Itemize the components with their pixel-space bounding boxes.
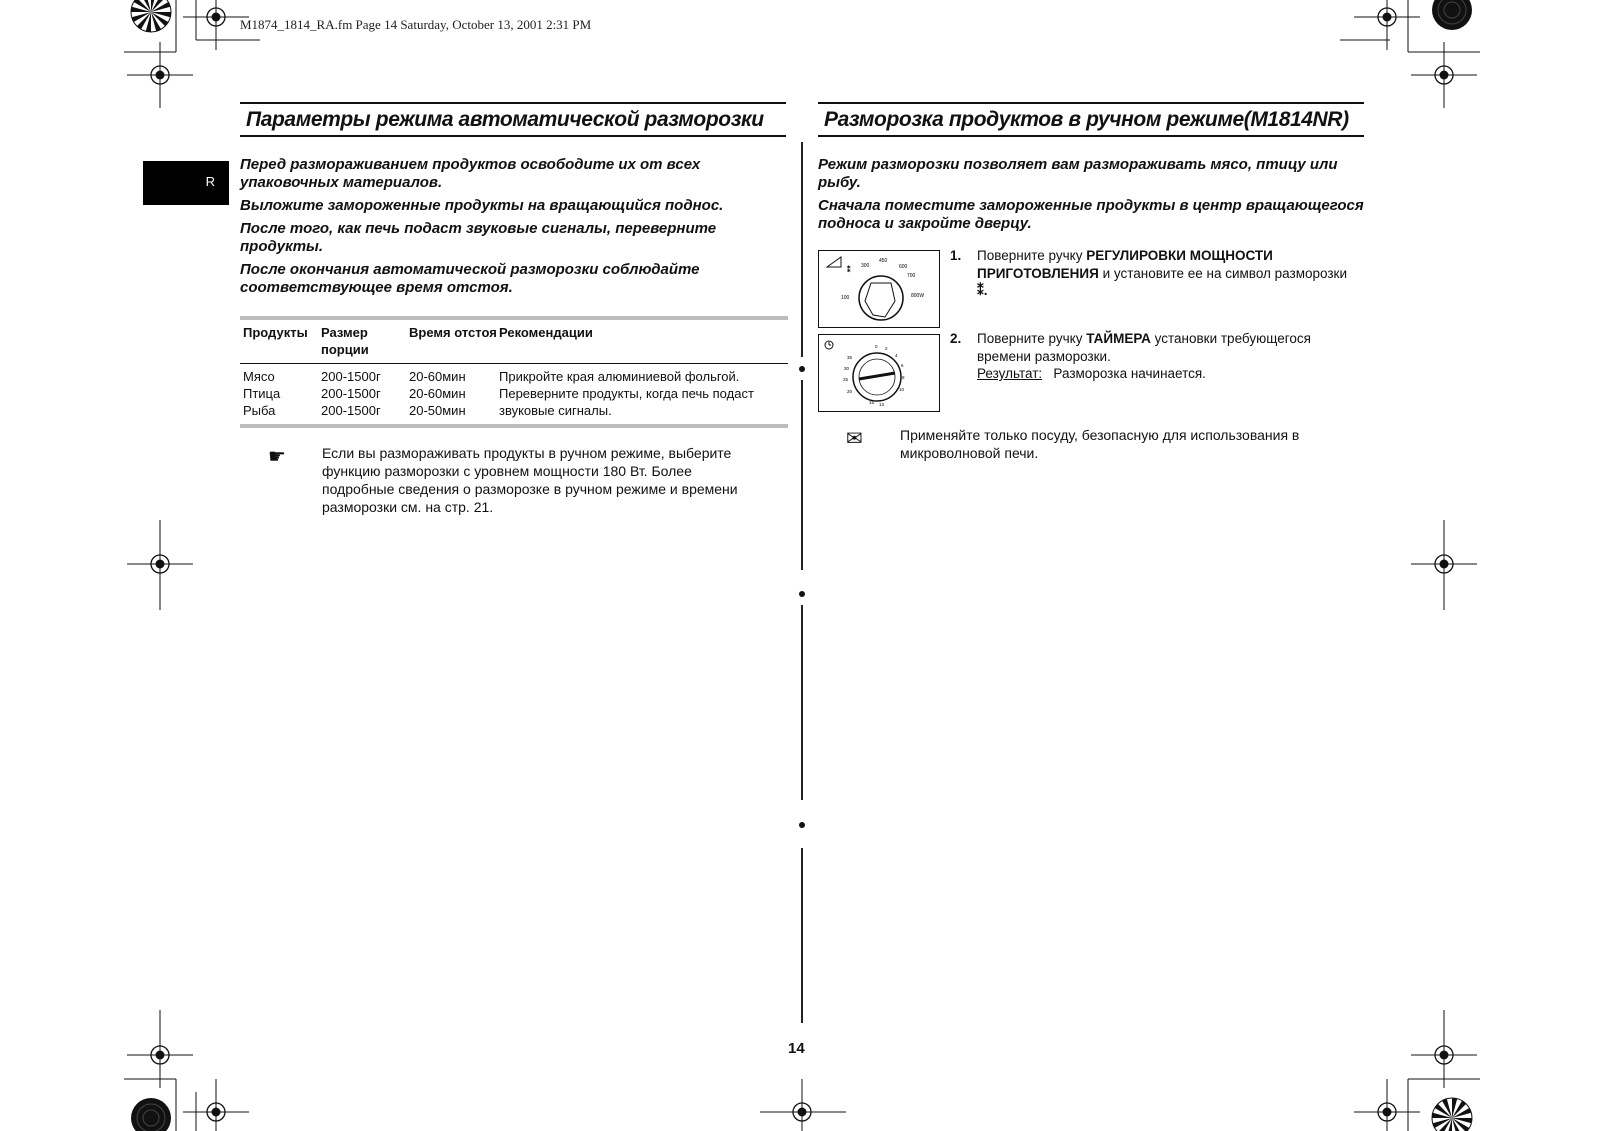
left-intro — [240, 156, 786, 297]
right-section — [818, 102, 1364, 238]
defrost-symbol-icon: ⁑. — [977, 283, 988, 298]
table-row — [243, 402, 788, 419]
cell-portion: 200-1500г — [321, 403, 381, 418]
table-header-row — [240, 320, 788, 364]
right-title-text: Разморозка продуктов в ручном режиме(M1814NR) — [824, 107, 1349, 131]
step-text — [977, 247, 1360, 300]
step-2 — [950, 330, 1360, 383]
step-text — [977, 330, 1360, 383]
left-title-text: Параметры режима автоматической разморозки — [246, 107, 764, 131]
step-knob-name: ТАЙМЕРА — [1086, 331, 1151, 346]
timer-label: 25 — [843, 377, 849, 382]
registration-mark — [769, 1079, 835, 1131]
table-bottom-rule — [240, 424, 788, 428]
intro-line: Перед размораживанием продуктов освободите их от всех упаковочных материалов. — [240, 156, 701, 191]
pointing-hand-icon: ☛ — [268, 446, 286, 468]
power-label: 300 — [861, 263, 870, 269]
registration-mark — [183, 1079, 249, 1131]
left-section — [240, 102, 786, 516]
power-label: 450 — [879, 258, 888, 264]
step-1 — [950, 247, 1360, 300]
result-label: Результат: — [977, 366, 1043, 381]
left-note — [240, 444, 786, 516]
cell-recommendation: звуковые сигналы. — [499, 403, 612, 418]
header-standing-time: Время отстоя — [409, 325, 497, 340]
step-number: 2. — [950, 331, 962, 346]
timer-label: 35 — [847, 355, 853, 360]
cell-time: 20-50мин — [409, 403, 466, 418]
cell-portion: 200-1500г — [321, 369, 381, 384]
timer-label: 13 — [879, 402, 885, 407]
divider-dot — [799, 591, 805, 597]
page-number: 14 — [788, 1040, 805, 1057]
step-text-post: и установите ее на символ разморозки — [1098, 265, 1347, 281]
result-text: Разморозка начинается. — [1053, 366, 1206, 381]
timer-label: 2 — [885, 346, 888, 351]
center-divider — [801, 380, 803, 570]
center-divider — [801, 605, 803, 800]
power-label: 100 — [841, 295, 850, 301]
right-intro — [818, 156, 1364, 233]
step-text-pre: Поверните ручку — [977, 248, 1087, 263]
cell-recommendation: Переверните продукты, когда печь подаст — [499, 386, 754, 401]
right-note-text: Применяйте только посуду, безопасную для использования в микроволновой печи. — [900, 427, 1300, 461]
table-row — [243, 385, 788, 402]
starburst-mark-bottom-right — [1432, 1098, 1472, 1131]
power-label: 800W — [911, 293, 925, 299]
intro-line: После того, как печь подаст звуковые сигналы, переверните продукты. — [240, 220, 717, 255]
file-info-header: M1874_1814_RA.fm Page 14 Saturday, October 13, 2001 2:31 PM — [240, 17, 592, 32]
left-section-title — [240, 102, 786, 137]
defrost-symbol: ⁑ — [847, 267, 851, 274]
starburst-mark-top-left — [131, 0, 171, 32]
step-text-pre: Поверните ручку — [977, 331, 1087, 346]
registration-mark — [1354, 1079, 1420, 1131]
timer-label: 30 — [844, 366, 850, 371]
intro-line: Режим разморозки позволяет вам размораживать мясо, птицу или рыбу. — [818, 156, 1338, 191]
header-products: Продукты — [243, 325, 308, 340]
intro-line: Сначала поместите замороженные продукты в центр вращающегося подноса и закройте дверцу. — [818, 197, 1364, 232]
divider-dot — [799, 822, 805, 828]
cell-product: Птица — [243, 386, 281, 401]
step-knob-name: РЕГУЛИРОВКИ МОЩНОСТИ ПРИГОТОВЛЕНИЯ — [977, 248, 1273, 281]
cell-product: Мясо — [243, 369, 275, 384]
table-row — [243, 368, 788, 385]
header-portion: Размер порции — [321, 325, 369, 357]
cell-time: 20-60мин — [409, 369, 466, 384]
power-label: 600 — [899, 264, 908, 270]
timer-dial-illustration — [818, 334, 940, 412]
timer-label: 0 — [875, 344, 878, 349]
timer-label: 15 — [869, 400, 875, 405]
cell-recommendation: Прикройте края алюминиевой фольгой. — [499, 369, 740, 384]
solid-mark-top-right — [1432, 0, 1472, 30]
language-tab-label: R — [205, 174, 215, 189]
right-section-title — [818, 102, 1364, 137]
intro-line: Выложите замороженные продукты на вращающийся поднос. — [240, 197, 724, 214]
center-divider — [801, 142, 803, 357]
cell-product: Рыба — [243, 403, 276, 418]
left-note-text: Если вы размораживать продукты в ручном режиме, выберите функцию разморозки с уровнем мощности 180 Вт. Более подробные сведения о разморозке в ручном режиме и времени разморозки см. на стр. 21. — [322, 445, 738, 515]
timer-label: 20 — [847, 389, 853, 394]
defrost-table — [240, 316, 788, 428]
envelope-note-icon: ✉ — [846, 428, 863, 450]
cell-time: 20-60мин — [409, 386, 466, 401]
center-divider — [801, 848, 803, 1023]
timer-label: 8 — [902, 375, 905, 380]
power-dial-illustration — [818, 250, 940, 328]
table-body — [240, 364, 788, 424]
step-text-post: установки требующегося времени разморозки. — [977, 331, 1311, 364]
result-line — [977, 365, 1360, 383]
registration-mark — [1411, 1022, 1477, 1088]
right-note — [846, 426, 1366, 462]
divider-dot — [799, 366, 805, 372]
step-number: 1. — [950, 248, 962, 263]
cell-portion: 200-1500г — [321, 386, 381, 401]
solid-mark-bottom-left — [131, 1098, 171, 1131]
header-recommendations: Рекомендации — [499, 325, 593, 340]
timer-label: 4 — [895, 353, 898, 358]
power-label: 700 — [907, 273, 916, 279]
timer-label: 6 — [901, 363, 904, 368]
timer-label: 10 — [899, 387, 905, 392]
intro-line: После окончания автоматической разморозки соблюдайте соответствующее время отстоя. — [240, 261, 700, 296]
language-tab — [143, 161, 229, 205]
registration-mark — [127, 1022, 193, 1088]
registration-mark — [1354, 0, 1420, 50]
